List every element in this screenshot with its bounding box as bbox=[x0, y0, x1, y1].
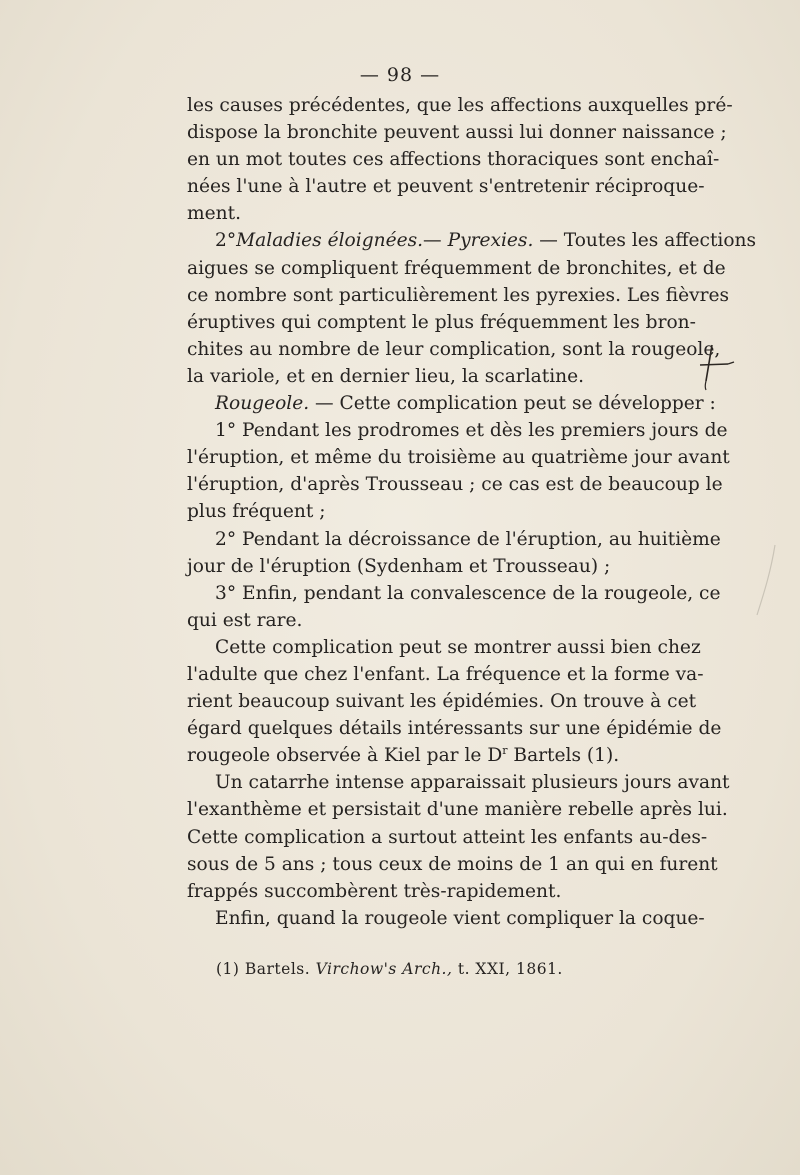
body-text bbox=[187, 92, 757, 932]
text-line: ce nombre sont particulièrement les pyrexies. Les fièvres bbox=[187, 284, 730, 306]
text-line: Cette complication peut se montrer aussi bien chez bbox=[215, 636, 701, 658]
text-line: la variole, et en dernier lieu, la scarlatine. bbox=[187, 365, 585, 387]
footnote: (1) Bartels. Virchow's Arch., t. XXI, 1861. bbox=[216, 960, 563, 978]
text-line: 3° Enfin, pendant la convalescence de la rougeole, ce bbox=[215, 582, 721, 604]
text-line: nées l'une à l'autre et peuvent s'entretenir réciproque- bbox=[187, 176, 705, 198]
text-line: ment. bbox=[187, 203, 241, 225]
text-line: Un catarrhe intense apparaissait plusieurs jours avant bbox=[215, 772, 730, 794]
text-line: l'éruption, d'après Trousseau ; ce cas est de beaucoup le bbox=[187, 474, 723, 496]
superscript: r bbox=[502, 744, 508, 758]
bleed-through-mark bbox=[745, 540, 785, 620]
text-line: rougeole observée à Kiel par le $D^r$ Bartels (1). bbox=[187, 744, 620, 767]
text-line: dispose la bronchite peuvent aussi lui donner naissance ; bbox=[187, 122, 727, 144]
page-number: — 98 — bbox=[359, 64, 441, 86]
text-line: sous de 5 ans ; tous ceux de moins de 1 an qui en furent bbox=[187, 853, 718, 875]
text-line: frappés succombèrent très-rapidement. bbox=[187, 880, 562, 902]
text-line: rient beaucoup suivant les épidémies. On trouve à cet bbox=[187, 691, 697, 713]
handwritten-margin-mark bbox=[698, 335, 738, 395]
text-line: éruptives qui comptent le plus fréquemment les bron- bbox=[187, 311, 696, 333]
text-line: plus fréquent ; bbox=[187, 501, 326, 523]
section-number: 2° bbox=[215, 230, 237, 252]
text-line: qui est rare. bbox=[187, 609, 303, 631]
text-line: 2°Maladies éloignées.— Pyrexies. — Toutes les affections bbox=[215, 230, 757, 252]
rougeole-heading: Rougeole. bbox=[215, 393, 310, 415]
text-line: chites au nombre de leur complication, sont la rougeole, bbox=[187, 338, 721, 360]
text-line: Cette complication a surtout atteint les enfants au-des- bbox=[187, 826, 708, 848]
text-line: Enfin, quand la rougeole vient compliquer la coque- bbox=[215, 907, 705, 929]
text-line: Rougeole. — Cette complication peut se développer : bbox=[215, 393, 716, 415]
text-line: l'adulte que chez l'enfant. La fréquence et la forme va- bbox=[187, 663, 704, 685]
text-line: l'éruption, et même du troisième au quatrième jour avant bbox=[187, 447, 730, 469]
text-line: en un mot toutes ces affections thoraciques sont enchaî- bbox=[187, 149, 720, 171]
text-line: 1° Pendant les prodromes et dès les premiers jours de bbox=[215, 420, 728, 442]
subsection-heading: Pyrexies. bbox=[447, 230, 534, 252]
text-line: aigues se compliquent fréquemment de bronchites, et de bbox=[187, 257, 726, 279]
section-heading: Maladies éloignées. bbox=[236, 230, 424, 252]
text-line: 2° Pendant la décroissance de l'éruption, au huitième bbox=[215, 528, 721, 550]
text-line: jour de l'éruption (Sydenham et Trousseau) ; bbox=[187, 555, 611, 577]
text-line: l'exanthème et persistait d'une manière rebelle après lui. bbox=[187, 799, 728, 821]
text-line: les causes précédentes, que les affections auxquelles pré- bbox=[187, 95, 733, 116]
text-line: égard quelques détails intéressants sur une épidémie de bbox=[187, 718, 722, 740]
